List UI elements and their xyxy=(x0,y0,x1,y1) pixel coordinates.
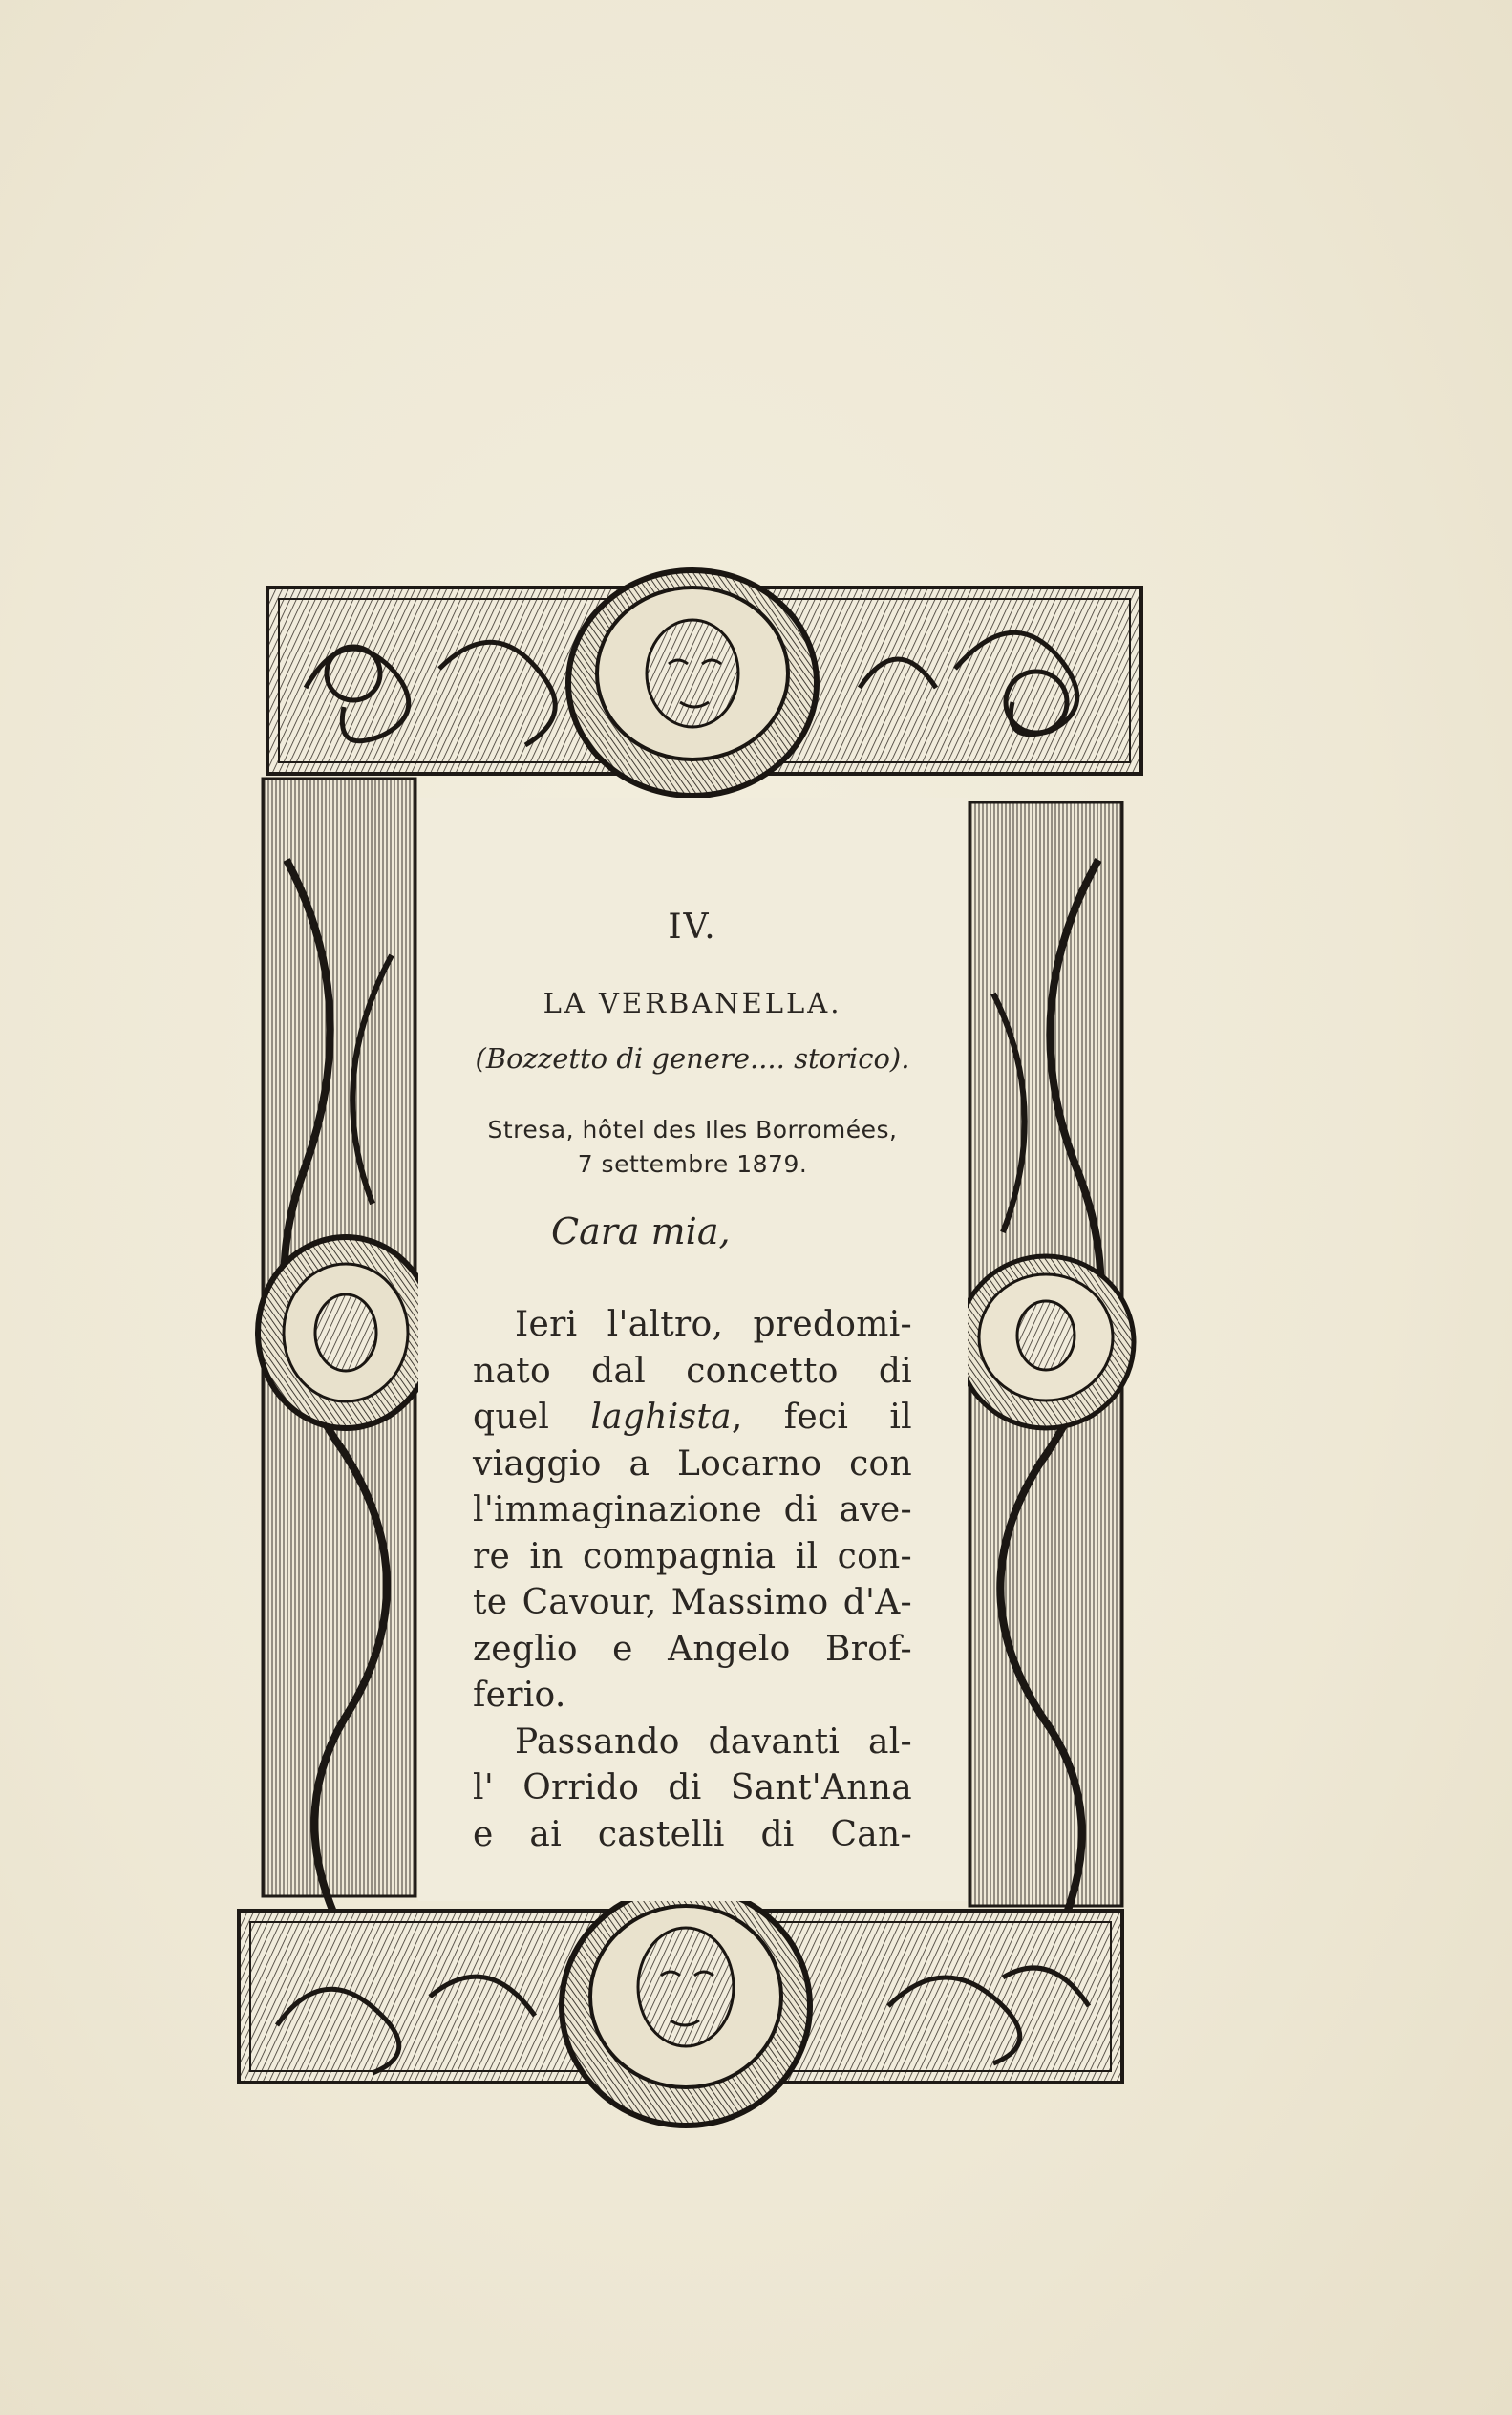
body-line: nato dal concetto di xyxy=(473,1351,912,1391)
letter-dateline xyxy=(473,1113,912,1182)
body-line xyxy=(473,1395,912,1442)
top-medallion xyxy=(568,570,817,796)
body-line: viaggio a Locarno con xyxy=(473,1443,912,1484)
body-text: , feci il xyxy=(731,1398,912,1437)
body-line: l' Orrido di Sant'Anna xyxy=(473,1768,912,1807)
dateline-date: 7 settembre 1879. xyxy=(577,1150,808,1178)
body-line: ferio. xyxy=(473,1676,566,1715)
chapter-text xyxy=(473,908,912,1858)
letter-salutation: Cara mia, xyxy=(551,1210,731,1252)
chapter-title: LA VERBANELLA. xyxy=(543,987,842,1019)
right-medallion xyxy=(958,1256,1134,1428)
body-line: Passando davanti al- xyxy=(515,1721,912,1762)
chapter-subtitle: (Bozzetto di genere.... storico). xyxy=(475,1042,910,1075)
body-line: Ieri l'altro, predomi- xyxy=(515,1305,912,1344)
body-line: te Cavour, Massimo d'A- xyxy=(473,1583,912,1622)
body-text: quel xyxy=(473,1398,550,1437)
chapter-numeral: IV. xyxy=(668,908,717,947)
body-line: e ai castelli di Can- xyxy=(473,1814,912,1854)
dateline-place: Stresa, hôtel des Iles Borromées, xyxy=(487,1116,898,1143)
left-medallion xyxy=(258,1237,434,1428)
body-line: re in compagnia il con- xyxy=(473,1536,912,1576)
body-line: zeglio e Angelo Brof- xyxy=(473,1629,912,1669)
body-line: l'immaginazione di ave- xyxy=(473,1490,912,1529)
emphasis-laghista: laghista xyxy=(590,1398,732,1437)
bottom-medallion xyxy=(562,1887,810,2126)
letter-body xyxy=(473,1302,912,1858)
